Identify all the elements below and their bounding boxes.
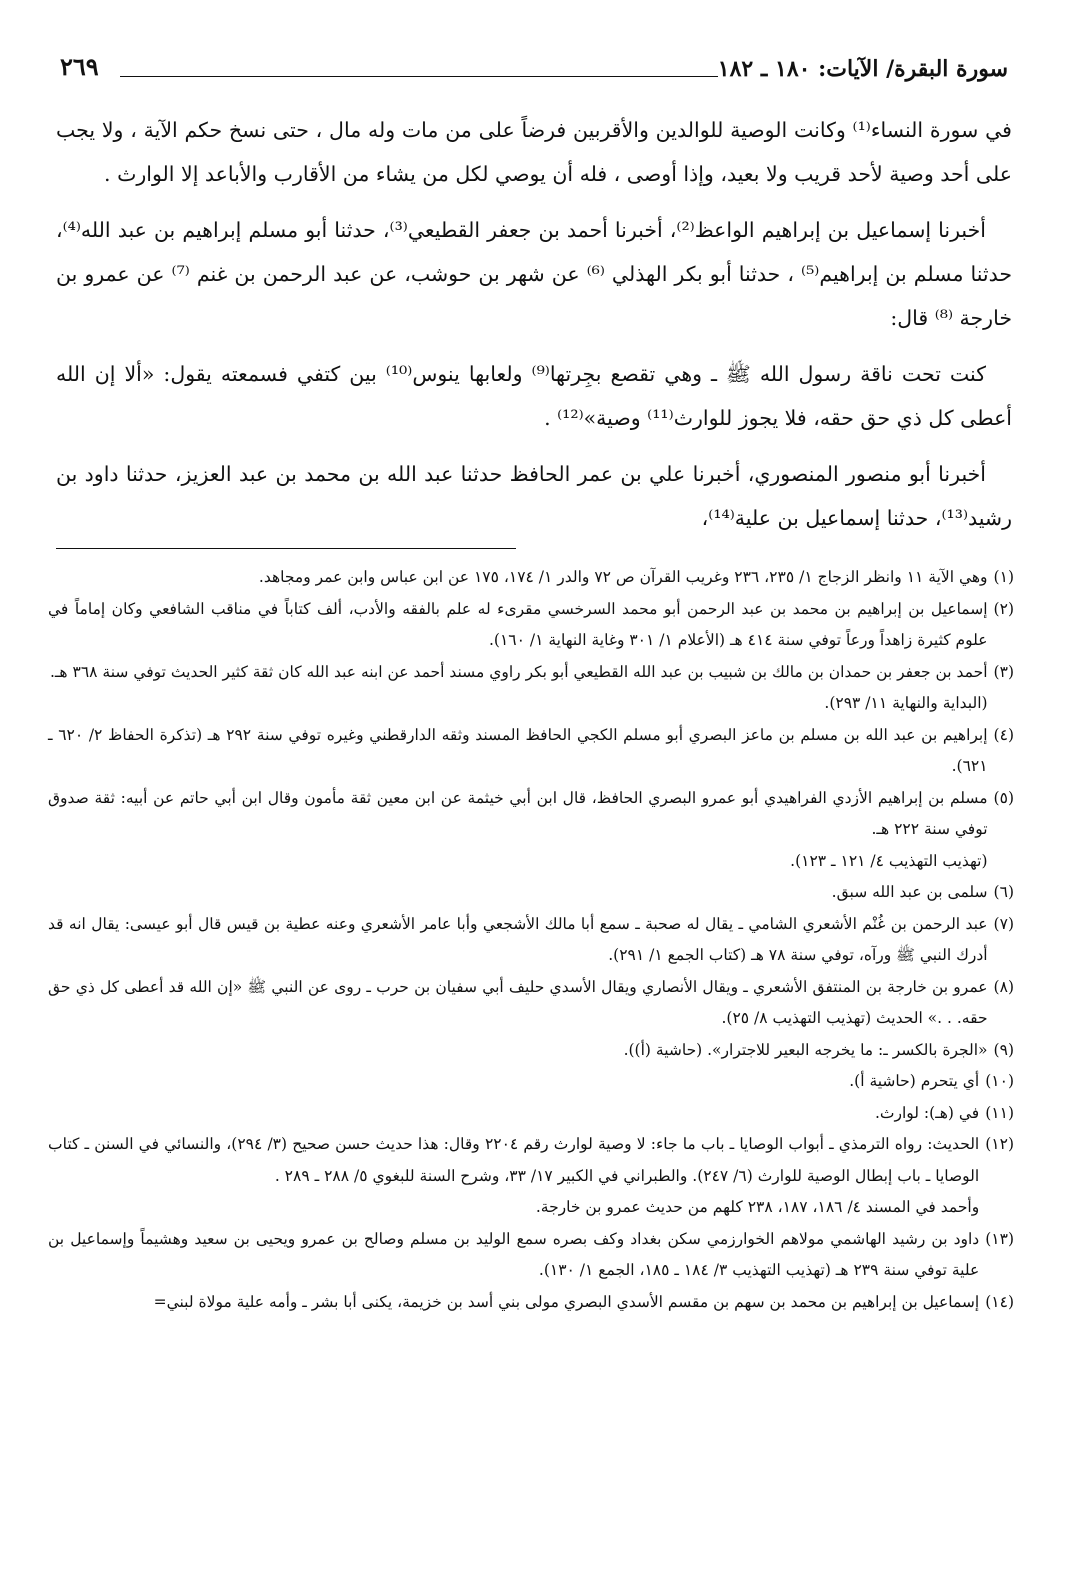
footnote <box>48 562 1014 594</box>
footnote-text <box>48 1129 979 1224</box>
footnote <box>48 1066 1014 1098</box>
footnote-number: (٦) <box>993 883 1014 901</box>
footnote-text <box>48 1287 979 1319</box>
paragraph-isnad-1: أخبرنا إسماعيل بن إبراهيم الواعظ⁽²⁾، أخبرنا أحمد بن جعفر القطيعي⁽³⁾، حدثنا أبو مسلم إبراهيم بن عبد الله⁽⁴⁾، حدثنا مسلم بن إبراهيم⁽⁵⁾ ، حدثنا أبو بكر الهذلي ⁽⁶⁾ عن شهر بن حوشب، عن عبد الرحمن بن غنم ⁽⁷⁾ عن عمرو بن خارجة ⁽⁸⁾ قال: <box>56 218 1013 330</box>
footnote-number: (٧) <box>993 914 1014 933</box>
footnote-text <box>48 562 988 594</box>
footnote-text <box>48 594 988 657</box>
footnote-number: (١٢) <box>985 1135 1014 1153</box>
footnote-line: وهي الآية ١١ وانظر الزجاج ١/ ٢٣٥، ٢٣٦ وغريب القرآن ص ٧٢ والدر ١/ ١٧٤، ١٧٥ عن ابن عباس وابن عمر ومجاهد. <box>258 568 988 586</box>
footnote-number: (٢) <box>993 599 1014 618</box>
footnote <box>48 972 1014 1035</box>
main-text <box>56 108 1012 552</box>
footnote <box>48 1098 1014 1130</box>
paragraph-isnad-2: أخبرنا أبو منصور المنصوري، أخبرنا علي بن عمر الحافظ حدثنا عبد الله بن محمد بن عبد العزيز، حدثنا داود بن رشيد⁽¹³⁾، حدثنا إسماعيل بن علية⁽¹⁴⁾، <box>56 462 1012 530</box>
footnote-text <box>48 1224 979 1287</box>
paragraph-ruling: في سورة النساء⁽¹⁾ وكانت الوصية للوالدين والأقربين فرضاً على من مات وله مال ، حتى نسخ حكم الآية ، ولا يجب على أحد وصية لأحد قريب ولا بعيد، وإذا أوصى ، فله أن يوصي لكل من يشاء من الأقارب والأباعد إلا الوارث . <box>56 118 1012 186</box>
footnote-line: أي يتحرم (حاشية أ). <box>849 1072 980 1090</box>
footnote <box>48 1287 1014 1319</box>
footnote-text <box>48 877 988 909</box>
footnote-number: (١) <box>993 568 1014 586</box>
footnote-number: (٨) <box>993 977 1014 996</box>
footnote-text <box>48 909 988 972</box>
footnote-line: عبد الرحمن بن غُنْم الأشعري الشامي ـ يقال له صحبة ـ سمع أبا مالك الأشجعي وأبا عامر الأشعري وعنه عطية بن قيس قال أبو عيسى: يقال انه قد أدرك النبي ﷺ ورآه، توفي سنة ٧٨ هـ (كتاب الجمع ١/ ٢٩١). <box>48 914 988 964</box>
footnote <box>48 1035 1014 1067</box>
footnote-number: (٩) <box>993 1040 1014 1059</box>
footnote <box>48 720 1014 783</box>
footnote-line: «الجرة بالكسر ـ: ما يخرجه البعير للاجترار». (حاشية (أ)). <box>623 1040 988 1059</box>
footnote-text <box>48 1066 979 1098</box>
footnote-number: (٤) <box>993 725 1014 744</box>
footnote <box>48 877 1014 909</box>
footnote-text <box>48 657 988 720</box>
footnote-line: (تهذيب التهذيب ٤/ ١٢١ ـ ١٢٣). <box>790 851 988 870</box>
footnote <box>48 1224 1014 1287</box>
footnote-text <box>48 1098 979 1130</box>
footnote-line: وأحمد في المسند ٤/ ١٨٦، ١٨٧، ٢٣٨ كلهم من حديث عمرو بن خارجة. <box>535 1198 980 1216</box>
footnote <box>48 594 1014 657</box>
footnote-line: إبراهيم بن عبد الله بن مسلم بن ماعز البصري أبو مسلم الكجي الحافظ المسند وثقه الدارقطني وغيره توفي سنة ٢٩٢ هـ (تذكرة الحفاظ ٢/ ٦٢٠ ـ ٦٢١). <box>48 725 988 775</box>
footnote-line: عمرو بن خارجة بن المنتفق الأشعري ـ ويقال الأنصاري ويقال الأسدي حليف أبي سفيان بن حرب ـ روى عن النبي ﷺ «إن الله قد أعطى كل ذي حق حقه. . .» الحديث (تهذيب التهذيب ٨/ ٢٥). <box>48 977 988 1027</box>
paragraph-hadith: كنت تحت ناقة رسول الله ﷺ ـ وهي تقصع بجِرتها⁽⁹⁾ ولعابها ينوس⁽¹⁰⁾ بين كتفي فسمعته يقول: «ألا إن الله أعطى كل ذي حق حقه، فلا يجوز للوارث⁽¹¹⁾ وصية»⁽¹²⁾ . <box>56 362 1012 430</box>
footnote-number: (٥) <box>993 788 1014 807</box>
footnote <box>48 657 1014 720</box>
footnote-line: سلمى بن عبد الله سبق. <box>831 883 988 901</box>
footnote-divider <box>56 548 516 549</box>
footnote-number: (١٠) <box>985 1072 1014 1090</box>
footnote-line: إسماعيل بن إبراهيم بن محمد بن سهم بن مقسم الأسدي البصري مولى بني أسد بن خزيمة، يكنى أبا بشر ـ وأمه علية مولاة لبني= <box>153 1292 980 1311</box>
footnote-text <box>48 783 988 878</box>
footnote-line: مسلم بن إبراهيم الأزدي الفراهيدي أبو عمرو البصري الحافظ، قال ابن أبي خيثمة عن ابن معين ثقة مأمون وقال ابن أبي حاتم عن أبيه: ثقة صدوق توفي سنة ٢٢٢ هـ. <box>48 788 988 838</box>
footnote-number: (١٣) <box>985 1229 1014 1248</box>
footnote <box>48 909 1014 972</box>
footnote-number: (١١) <box>985 1103 1014 1122</box>
page-number: ٢٦٩ <box>60 52 99 81</box>
footnotes <box>48 562 1014 1318</box>
surah-title: سورة البقرة/ الآيات: ١٨٠ ـ ١٨٢ <box>717 56 1008 82</box>
header-rule <box>120 76 718 77</box>
footnote-line: الحديث: رواه الترمذي ـ أبواب الوصايا ـ باب ما جاء: لا وصية لوارث رقم ٢٢٠٤ وقال: هذا حديث حسن صحيح (٣/ ٢٩٤)، والنسائي في السنن ـ كتاب الوصايا ـ باب إبطال الوصية للوارث (٦/ ٢٤٧). والطبراني في الكبير ١٧/ ٣٣، وشرح السنة للبغوي ٥/ ٢٨٨ ـ ٢٨٩ . <box>48 1135 980 1185</box>
footnote-number: (١٤) <box>985 1292 1014 1311</box>
footnote-line: إسماعيل بن إبراهيم بن محمد بن عبد الرحمن أبو محمد السرخسي مقرىء له علم بالفقه والأدب، ألف كتاباً في مناقب الشافعي وكان إماماً في علوم كثيرة زاهداً ورعاً توفي سنة ٤١٤ هـ (الأعلام ١/ ٣٠١ وغاية النهاية ١/ ١٦٠). <box>48 599 988 649</box>
footnote-text <box>48 720 988 783</box>
footnote-text <box>48 1035 988 1067</box>
footnote-line: في (هـ): لوارث. <box>874 1103 980 1122</box>
footnote-text <box>48 972 988 1035</box>
footnote <box>48 1129 1014 1224</box>
footnote-line: أحمد بن جعفر بن حمدان بن مالك بن شبيب بن عبد الله القطيعي أبو بكر راوي مسند أحمد عن ابنه عبد الله كان ثقة كثير الحديث توفي سنة ٣٦٨ هـ. <box>49 662 988 681</box>
footnote-line: (البداية والنهاية ١١/ ٢٩٣). <box>824 694 988 712</box>
footnote <box>48 783 1014 878</box>
running-header <box>60 52 1008 92</box>
footnote-number: (٣) <box>993 662 1014 681</box>
footnote-line: داود بن رشيد الهاشمي مولاهم الخوارزمي سكن بغداد وكف بصره سمع الوليد بن مسلم وصالح بن عمرو ويحيى بن سعيد وهشيماً وإسماعيل بن علية توفي سنة ٢٣٩ هـ (تهذيب التهذيب ٣/ ١٨٤ ـ ١٨٥، الجمع ١/ ١٣٠). <box>48 1229 980 1279</box>
